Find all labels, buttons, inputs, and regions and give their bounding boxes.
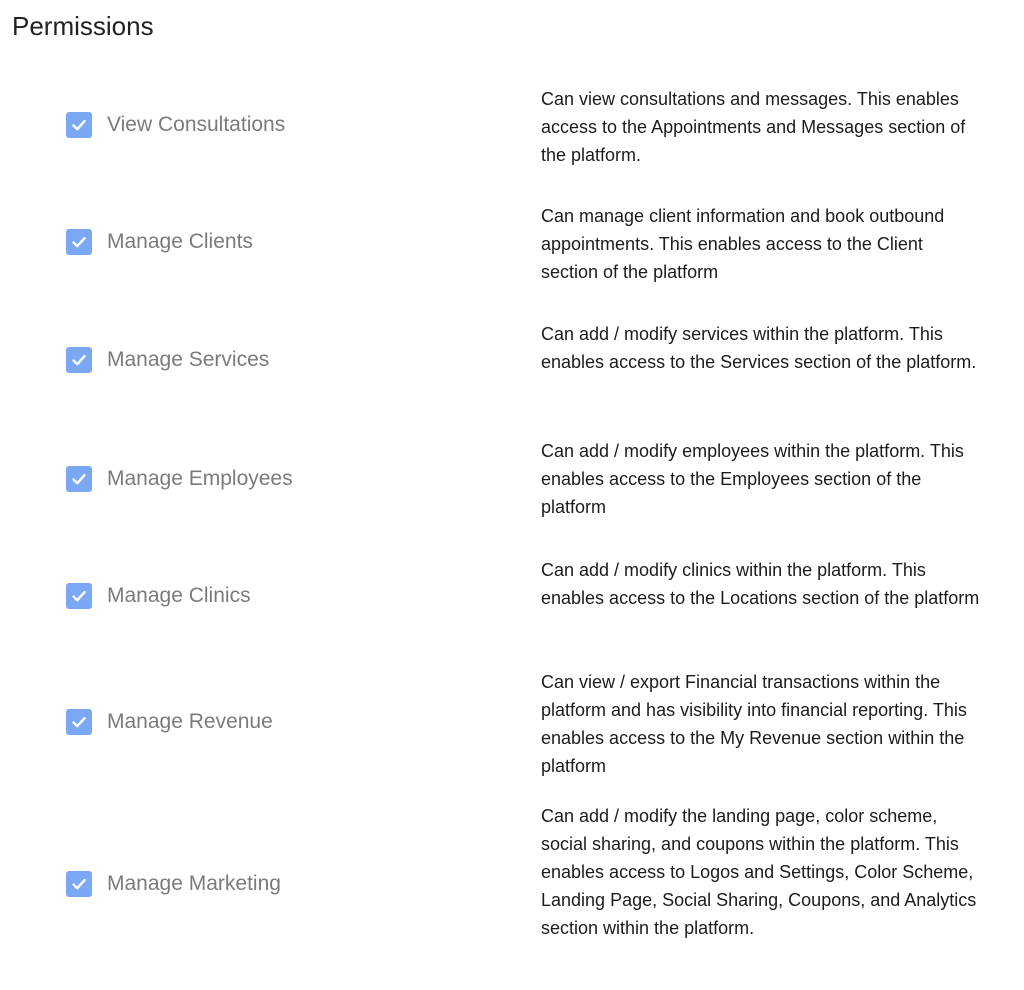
check-icon bbox=[70, 875, 88, 893]
permission-label: Manage Services bbox=[107, 348, 270, 371]
permission-description: Can manage client information and book outbound appointments. This enables access to the Client section of the platform bbox=[541, 206, 945, 282]
permission-label: Manage Clinics bbox=[107, 584, 251, 607]
checkbox-checked[interactable] bbox=[66, 347, 92, 373]
view-consultations-checkbox[interactable] bbox=[66, 112, 285, 138]
permission-description: Can add / modify the landing page, color scheme, social sharing, and coupons within the platform. This enables access to Logos and Settings, Color Scheme, Landing Page, Social Sharing, Coupons, and Analytics section within the platform. bbox=[541, 806, 977, 938]
permission-label: Manage Employees bbox=[107, 467, 293, 490]
page-title: Permissions bbox=[12, 11, 154, 41]
check-icon bbox=[70, 233, 88, 251]
checkbox-checked[interactable] bbox=[66, 871, 92, 897]
permission-description: Can view / export Financial transactions within the platform and has visibility into financial reporting. This enables access to the My Revenue section within the platform bbox=[541, 672, 967, 776]
manage-services-checkbox[interactable] bbox=[66, 347, 269, 373]
checkbox-checked[interactable] bbox=[66, 112, 92, 138]
manage-revenue-checkbox[interactable] bbox=[66, 709, 273, 735]
manage-employees-checkbox[interactable] bbox=[66, 466, 293, 492]
check-icon bbox=[70, 470, 88, 488]
permission-description: Can add / modify services within the platform. This enables access to the Services section of the platform. bbox=[541, 324, 977, 372]
permission-label: Manage Marketing bbox=[107, 872, 281, 895]
check-icon bbox=[70, 116, 88, 134]
checkbox-checked[interactable] bbox=[66, 709, 92, 735]
permission-description: Can add / modify clinics within the platform. This enables access to the Locations section of the platform bbox=[541, 560, 980, 608]
checkbox-checked[interactable] bbox=[66, 229, 92, 255]
manage-marketing-checkbox[interactable] bbox=[66, 871, 281, 897]
manage-clients-checkbox[interactable] bbox=[66, 229, 253, 255]
permission-description: Can add / modify employees within the platform. This enables access to the Employees section of the platform bbox=[541, 441, 964, 517]
check-icon bbox=[70, 587, 88, 605]
permission-label: Manage Revenue bbox=[107, 710, 273, 733]
permission-label: Manage Clients bbox=[107, 230, 253, 253]
manage-clinics-checkbox[interactable] bbox=[66, 583, 251, 609]
check-icon bbox=[70, 351, 88, 369]
permission-description: Can view consultations and messages. This enables access to the Appointments and Messages section of the platform. bbox=[541, 89, 966, 165]
checkbox-checked[interactable] bbox=[66, 583, 92, 609]
checkbox-checked[interactable] bbox=[66, 466, 92, 492]
check-icon bbox=[70, 713, 88, 731]
permission-label: View Consultations bbox=[107, 113, 286, 136]
